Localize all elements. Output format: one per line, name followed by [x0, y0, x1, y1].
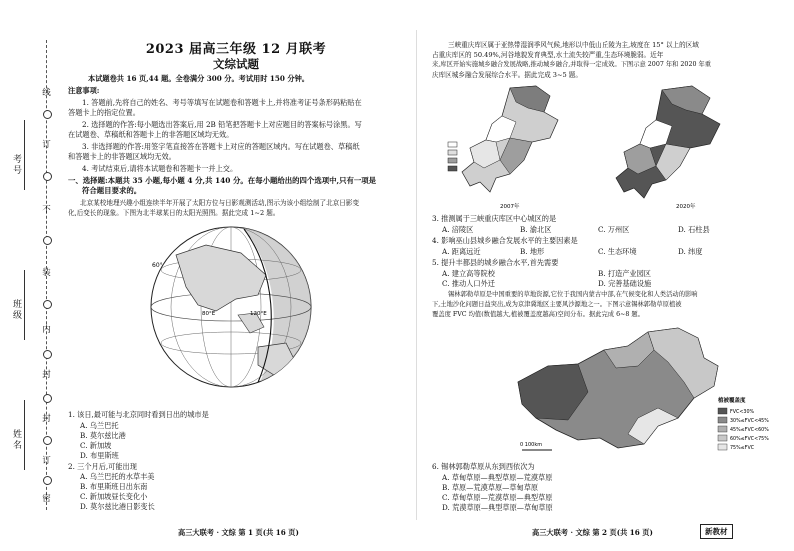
globe-svg	[146, 215, 316, 395]
notice-line: 在试题卷、草稿纸和答题卡上的非答题区域均无效。	[68, 130, 234, 139]
notice-line: 和答题卡上的非答题区域均无效。	[68, 152, 176, 161]
q6-option-c[interactable]: C. 草甸草原—荒漠草原—典型草原	[442, 493, 553, 502]
intro-line: 占重庆库区的 50.49%,河谷地貌发育典型,水土流失较严重,生态环境脆弱。近年	[432, 51, 664, 59]
question-5: 5. 提升丰都县的城乡融合水平,首先需要	[432, 258, 559, 267]
question-2: 2. 三个月后,可能出现	[68, 462, 137, 471]
notice-line: 4. 考试结束后,请将本试题卷和答题卡一并上交。	[82, 164, 238, 173]
seal-word: 订	[42, 140, 51, 150]
seal-circle	[43, 476, 52, 485]
q5-option-b[interactable]: B. 打造产业园区	[598, 269, 651, 278]
class-blank	[24, 270, 25, 340]
exam-title: 2023 届高三年级 12 月联考	[145, 42, 327, 57]
legend-item: 45%≤FVC<60%	[730, 428, 769, 433]
q3-option-d[interactable]: D. 石柱县	[678, 225, 710, 234]
q6-option-d[interactable]: D. 荒漠草原—典型草原—草甸草原	[442, 503, 553, 512]
seal-word: 封	[42, 414, 51, 424]
page-divider	[416, 30, 417, 520]
intro-line: 三峡重庆库区属于亚热带湿润季风气候,地形以中低山丘陵为主,坡度在 15° 以上的区域	[448, 41, 699, 49]
q4-option-a[interactable]: A. 距离远近	[442, 247, 481, 256]
legend-item: 60%≤FVC<75%	[730, 437, 769, 442]
q4-option-b[interactable]: B. 地形	[520, 247, 545, 256]
q3-option-c[interactable]: C. 万州区	[598, 225, 630, 234]
exam-meta: 本试题卷共 16 页,44 题。全卷满分 300 分。考试用时 150 分钟。	[88, 74, 309, 83]
page-2-footer: 高三大联考 · 文综 第 2 页(共 16 页)	[532, 528, 653, 537]
q2-option-b[interactable]: B. 布里斯班日出东南	[80, 482, 148, 491]
notice-line: 3. 非选择题的作答:用签字笔直接答在答题卡上对应的答题区域内。写在试题卷、草稿纸	[82, 142, 360, 151]
q3-option-b[interactable]: B. 渝北区	[520, 225, 552, 234]
seal-word: 密	[42, 494, 51, 504]
seal-circle	[43, 236, 52, 245]
q6-option-b[interactable]: B. 草原—荒漠草原—草甸草原	[442, 483, 539, 492]
legend-title: 植被覆盖度	[718, 398, 746, 404]
intro2-line: 覆盖度 FVC 均值(数值越大,植被覆盖度越高)空间分布。据此完成 6~8 题。	[432, 311, 644, 318]
seal-word: 不	[42, 205, 51, 215]
q4-option-c[interactable]: C. 生态环境	[598, 247, 637, 256]
q1-option-b[interactable]: B. 莫尔兹比港	[80, 431, 126, 440]
new-textbook-badge: 新教材	[700, 524, 733, 539]
seal-circle	[43, 110, 52, 119]
lat-label: 60°	[152, 262, 163, 269]
exam-subtitle: 文综试题	[213, 57, 259, 71]
q1-option-c[interactable]: C. 新加坡	[80, 441, 112, 450]
seal-circle	[43, 394, 52, 403]
legend-item: FVC<30%	[730, 410, 755, 415]
intro-line: 庆库区城乡融合发展综合水平。据此完成 3~5 题。	[432, 71, 582, 79]
q5-option-c[interactable]: C. 推动人口外迁	[442, 279, 495, 288]
q1-option-d[interactable]: D. 布里斯班	[80, 451, 119, 460]
intro-line: 化,后变长的现象。下图为北半球某日的太阳光照图。据此完成 1~2 题。	[68, 209, 280, 217]
seal-circle	[43, 300, 52, 309]
section-head: 符合题目要求的。	[82, 186, 142, 195]
q2-option-d[interactable]: D. 莫尔兹比港日影变长	[80, 502, 155, 511]
intro-line: 来,库区开始实施城乡融合发展战略,推动城乡融合,并取得一定成效。下图示意 2007 年和 2020 年重	[432, 61, 712, 68]
legend-item: 75%≤FVC	[730, 446, 755, 451]
intro-line: 北京某校地理兴趣小组连续半年开展了太阳方位与日影观测活动,图示为该小组绘制了北京日影变	[80, 199, 360, 207]
q3-option-a[interactable]: A. 涪陵区	[442, 225, 474, 234]
intro2-line: 锡林郭勒草原是中国重要的草地资源,它位于我国内蒙古中部,在气候变化和人类活动的影响	[448, 291, 698, 298]
exam-no-label: 考号	[12, 155, 22, 176]
name-blank	[24, 400, 25, 470]
chongqing-maps	[440, 82, 772, 214]
intro2-line: 下,土地沙化问题日益突出,成为京津冀地区主要风沙源地之一。下图示意锡林郭勒草原植被	[432, 301, 682, 308]
page-2	[428, 0, 784, 551]
seal-word: 线	[42, 88, 51, 98]
scale-label: 0 100km	[520, 442, 543, 448]
section-head: 一、选择题:本题共 35 小题,每小题 4 分,共 140 分。在每小题给出的四个选项中,只有一项是	[68, 176, 377, 185]
map-2020	[616, 86, 720, 210]
map-2007	[448, 86, 558, 210]
q5-option-d[interactable]: D. 完善基础设施	[598, 279, 652, 288]
question-3: 3. 推测属于三峡重庆库区中心城区的是	[432, 214, 557, 223]
question-4: 4. 影响巫山县城乡融合发展水平的主要因素是	[432, 236, 578, 245]
map-year-2007: 2007年	[500, 204, 520, 210]
sunlight-globe-figure	[146, 215, 316, 399]
seal-word: 订	[42, 456, 51, 466]
seal-word: 装	[42, 268, 51, 278]
page-1-footer: 高三大联考 · 文综 第 1 页(共 16 页)	[178, 528, 299, 537]
q5-option-a[interactable]: A. 建立高等院校	[442, 269, 495, 278]
question-1: 1. 该日,最可能与北京同时看到日出的城市是	[68, 410, 209, 419]
name-label: 姓名	[12, 430, 22, 451]
q2-option-c[interactable]: C. 新加坡昼长变化小	[80, 492, 148, 501]
exam-no-blank	[24, 120, 25, 190]
seal-circle	[43, 172, 52, 181]
seal-circle	[43, 436, 52, 445]
q4-option-d[interactable]: D. 纬度	[678, 247, 703, 256]
legend-item: 30%≤FVC<45%	[730, 419, 769, 424]
seal-circle	[43, 350, 52, 359]
class-label: 班级	[12, 300, 22, 321]
page-1	[66, 0, 406, 551]
q2-option-a[interactable]: A. 乌兰巴托的水草丰美	[80, 472, 155, 481]
notice-line: 1. 答题前,先将自己的姓名、考号等填写在试题卷和答题卡上,并将准考证号条形码粘贴在	[82, 98, 362, 107]
lon-label-2: 120°E	[250, 311, 267, 317]
lon-label: 80°E	[202, 311, 216, 317]
notice-line: 2. 选择题的作答:每小题选出答案后,用 2B 铅笔把答题卡上对应题目的答案标号涂黑。写	[82, 120, 362, 129]
q1-option-a[interactable]: A. 乌兰巴托	[80, 421, 119, 430]
map-year-2020: 2020年	[676, 204, 696, 210]
notice-head: 注意事项:	[68, 86, 100, 95]
seal-word: 内	[42, 325, 51, 335]
binding-margin	[0, 0, 64, 551]
q6-option-a[interactable]: A. 草甸草原—典型草原—荒漠草原	[442, 473, 553, 482]
notice-line: 答题卡上的指定位置。	[68, 108, 140, 117]
xilingol-fvc-map	[508, 322, 780, 458]
seal-word: 封	[42, 370, 51, 380]
question-6: 6. 锡林郭勒草原从东到西依次为	[432, 462, 535, 471]
